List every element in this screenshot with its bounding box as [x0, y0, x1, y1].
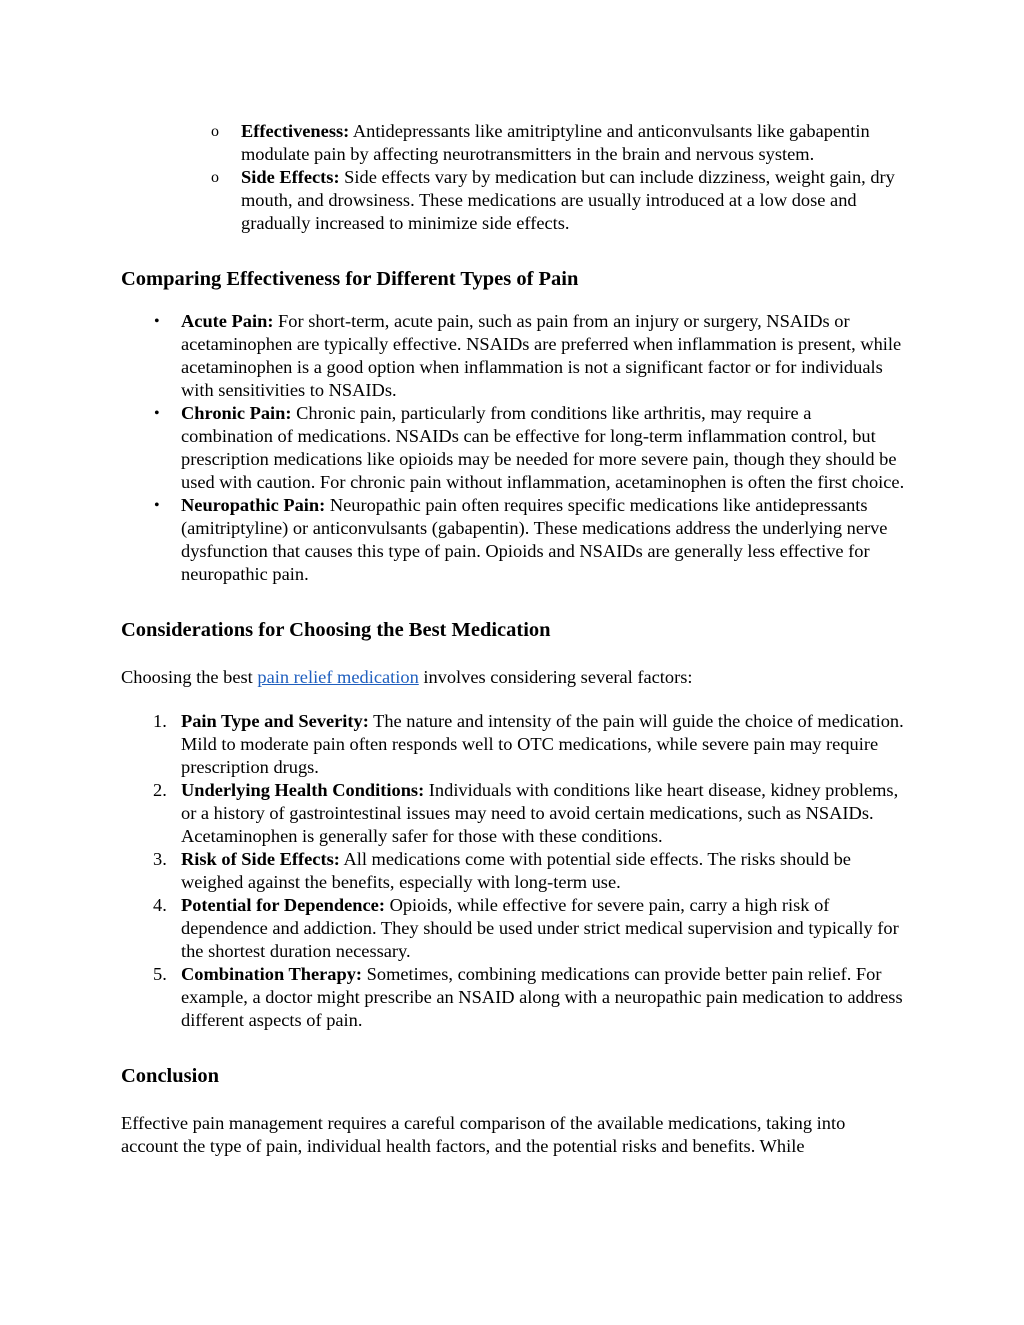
- item-text: Neuropathic pain often requires specific medications like antidepressants (amitriptyline) or anticonvulsants (gabapentin). These medications address the underlying nerve dysfunction that causes this type of pain. Opioids and NSAIDs are generally less effective for neuropathic pain.: [181, 495, 888, 584]
- bullet-marker: •: [154, 313, 160, 330]
- pain-relief-medication-link[interactable]: pain relief medication: [257, 667, 419, 687]
- item-text: The nature and intensity of the pain will guide the choice of medication. Mild to moderate pain often responds well to OTC medications, while severe pain may require prescription drugs.: [181, 711, 904, 777]
- item-text: Chronic pain, particularly from conditions like arthritis, may require a combination of medications. NSAIDs can be effective for long-term inflammation control, but prescription medications like opioids may be needed for more severe pain, though they should be used with caution. For chronic pain without inflammation, acetaminophen is often the first choice.: [181, 403, 905, 492]
- conclusion-paragraph: Effective pain management requires a careful comparison of the available medications, taking into account the type of pain, individual health factors, and the potential risks and benefits. While: [121, 1113, 846, 1156]
- item-label: Side Effects:: [241, 167, 340, 187]
- sub-bullet-list: [211, 120, 906, 235]
- item-label: Pain Type and Severity:: [181, 711, 369, 731]
- item-text: Antidepressants like amitriptyline and anticonvulsants like gabapentin modulate pain by affecting neurotransmitters in the brain and nervous system.: [241, 121, 870, 164]
- item-label: Underlying Health Conditions:: [181, 780, 425, 800]
- section-heading-conclusion: Conclusion: [121, 1065, 219, 1087]
- item-text: Side effects vary by medication but can include dizziness, weight gain, dry mouth, and drowsiness. These medications are usually introduced at a low dose and gradually increased to minimize side effects.: [241, 167, 895, 233]
- page-content: [121, 120, 906, 1158]
- considerations-intro: [121, 666, 906, 689]
- number-marker: 1.: [153, 711, 167, 731]
- list-item: [153, 710, 906, 779]
- list-item: [154, 494, 906, 586]
- item-text: Individuals with conditions like heart disease, kidney problems, or a history of gastrointestinal issues may need to avoid certain medications, such as NSAIDs. Acetaminophen is generally safer for those with these conditions.: [181, 780, 899, 846]
- number-marker: 5.: [153, 964, 167, 984]
- list-item: [153, 848, 906, 894]
- item-label: Potential for Dependence:: [181, 895, 385, 915]
- list-item: [153, 894, 906, 963]
- pain-types-list: [154, 310, 906, 586]
- sub-bullet-marker: o: [211, 123, 219, 140]
- item-text: All medications come with potential side effects. The risks should be weighed against the benefits, especially with long-term use.: [181, 849, 851, 892]
- sub-bullet-marker: o: [211, 169, 219, 186]
- list-item: [153, 779, 906, 848]
- item-label: Risk of Side Effects:: [181, 849, 340, 869]
- section-heading-comparing: Comparing Effectiveness for Different Types of Pain: [121, 268, 579, 290]
- item-label: Combination Therapy:: [181, 964, 363, 984]
- list-item: [154, 310, 906, 402]
- factors-list: [153, 710, 906, 1032]
- item-label: Acute Pain:: [181, 311, 274, 331]
- item-text: Sometimes, combining medications can provide better pain relief. For example, a doctor might prescribe an NSAID along with a neuropathic pain medication to address different aspects of pain.: [181, 964, 903, 1030]
- item-text: Opioids, while effective for severe pain, carry a high risk of dependence and addiction. They should be used under strict medical supervision and typically for the shortest duration necessary.: [181, 895, 899, 961]
- number-marker: 4.: [153, 895, 167, 915]
- bullet-marker: •: [154, 405, 160, 422]
- list-item: [211, 166, 906, 235]
- bullet-marker: •: [154, 497, 160, 514]
- intro-text-before: Choosing the best: [121, 667, 258, 687]
- list-item: [154, 402, 906, 494]
- intro-text-after: involves considering several factors:: [418, 667, 693, 687]
- number-marker: 2.: [153, 780, 167, 800]
- item-text: For short-term, acute pain, such as pain from an injury or surgery, NSAIDs or acetaminophen are typically effective. NSAIDs are preferred when inflammation is present, while acetaminophen is a good option when inflammation is not a significant factor or for individuals with sensitivities to NSAIDs.: [181, 311, 902, 400]
- item-label: Effectiveness:: [241, 121, 350, 141]
- number-marker: 3.: [153, 849, 167, 869]
- section-heading-considerations: Considerations for Choosing the Best Medication: [121, 619, 551, 641]
- list-item: [211, 120, 906, 166]
- item-label: Chronic Pain:: [181, 403, 292, 423]
- item-label: Neuropathic Pain:: [181, 495, 326, 515]
- list-item: [153, 963, 906, 1032]
